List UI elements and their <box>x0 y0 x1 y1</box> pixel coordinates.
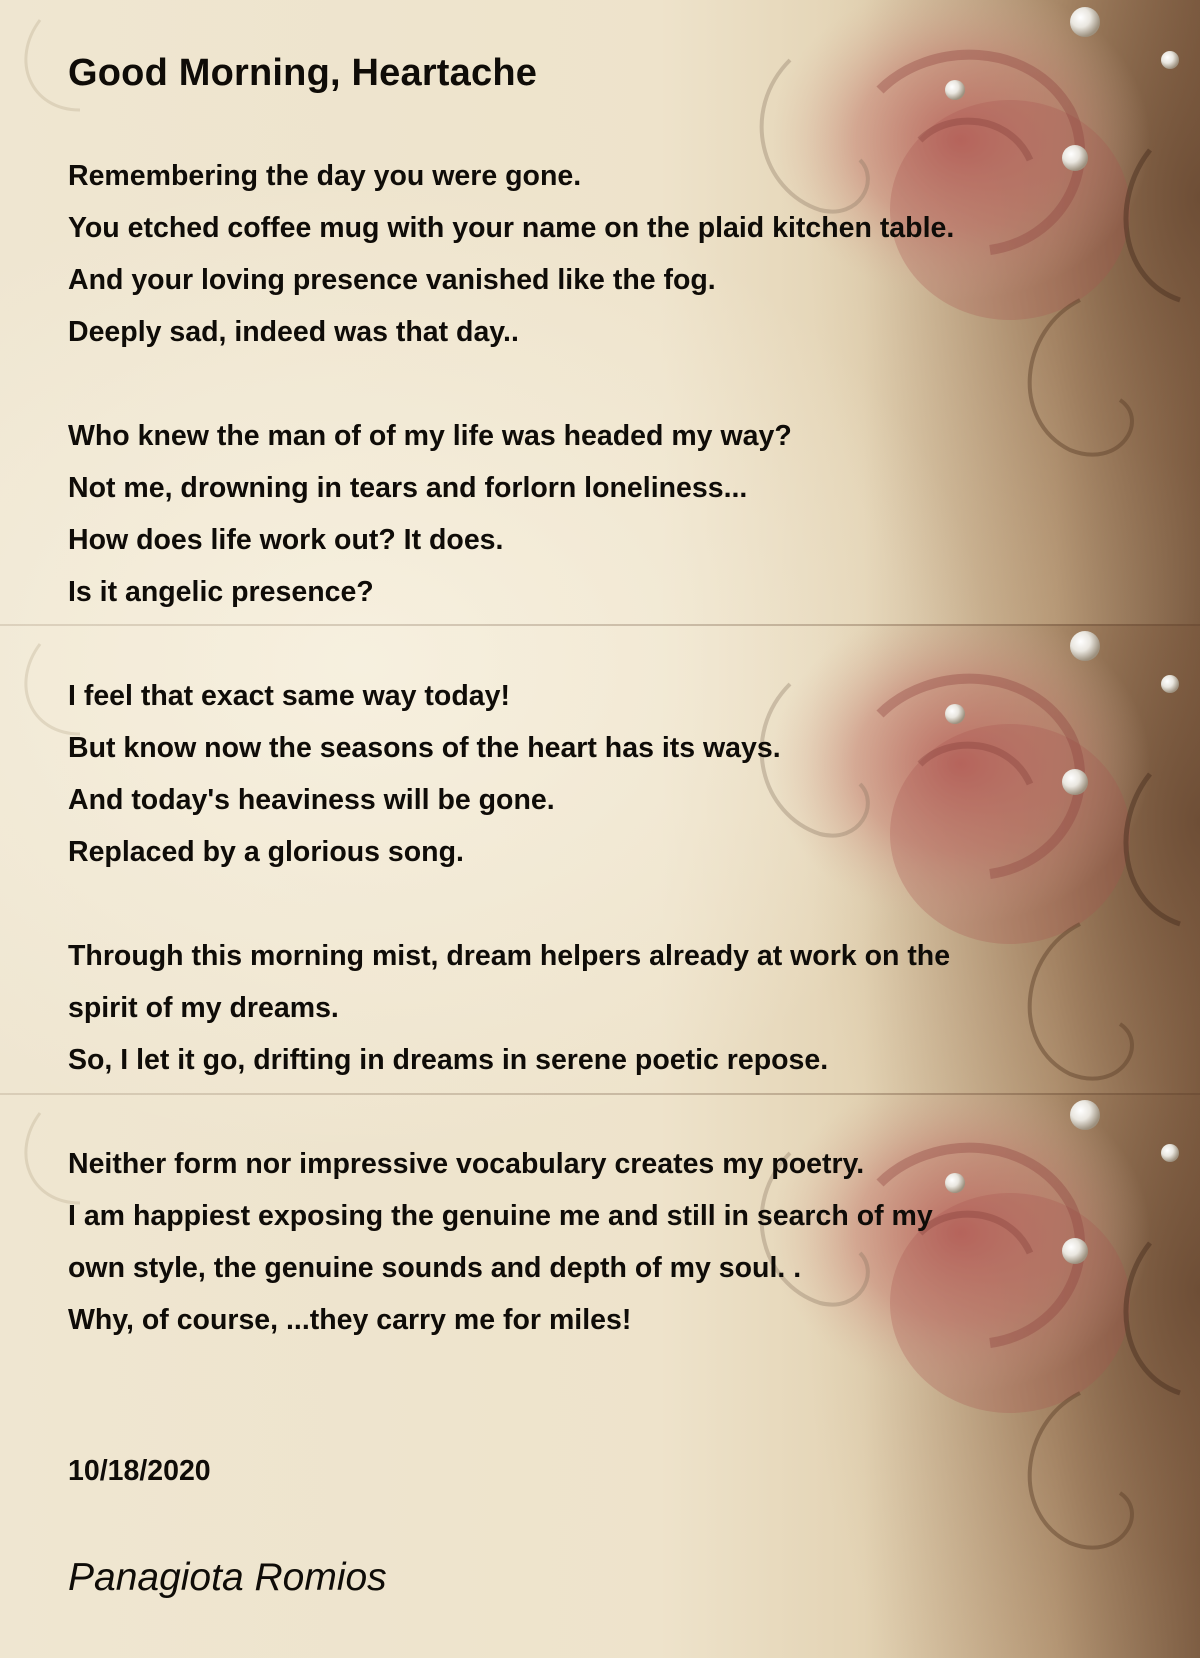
poem-line: But know now the seasons of the heart has its ways. <box>68 732 781 764</box>
poem-line: And today's heaviness will be gone. <box>68 784 555 816</box>
poem-line: I am happiest exposing the genuine me and still in search of my <box>68 1200 933 1232</box>
pearl-icon <box>1161 51 1179 69</box>
poem-line: Remembering the day you were gone. <box>68 160 582 192</box>
pearl-icon <box>1161 675 1179 693</box>
pearl-icon <box>1070 7 1100 37</box>
poem-line: So, I let it go, drifting in dreams in serene poetic repose. <box>68 1044 829 1076</box>
poem-title: Good Morning, Heartache <box>68 52 538 94</box>
stanza-break <box>68 618 1128 670</box>
poem-line: Who knew the man of of my life was headed my way? <box>68 420 792 452</box>
pearl-icon <box>945 80 965 100</box>
poem-date: 10/18/2020 <box>68 1455 211 1487</box>
poem-line: Through this morning mist, dream helpers already at work on the <box>68 940 951 972</box>
poem-line: Deeply sad, indeed was that day.. <box>68 316 519 348</box>
stanza-break <box>68 1086 1128 1138</box>
poem-line: spirit of my dreams. <box>68 992 339 1024</box>
stanza-break <box>68 878 1128 930</box>
poem-line: Is it angelic presence? <box>68 576 374 608</box>
poem-line: own style, the genuine sounds and depth of my soul. . <box>68 1252 802 1284</box>
stanza-break <box>68 358 1128 410</box>
poem-line: How does life work out? It does. <box>68 524 504 556</box>
poem-body <box>68 150 1128 1346</box>
poem-line: I feel that exact same way today! <box>68 680 510 712</box>
poem-line: Not me, drowning in tears and forlorn loneliness... <box>68 472 748 504</box>
poem-line: And your loving presence vanished like the fog. <box>68 264 716 296</box>
poem-line: You etched coffee mug with your name on the plaid kitchen table. <box>68 212 955 244</box>
pearl-icon <box>1161 1144 1179 1162</box>
poem-line: Why, of course, ...they carry me for miles! <box>68 1304 632 1336</box>
poem-author: Panagiota Romios <box>68 1556 387 1599</box>
poem-line: Replaced by a glorious song. <box>68 836 464 868</box>
poem-line: Neither form nor impressive vocabulary creates my poetry. <box>68 1148 865 1180</box>
